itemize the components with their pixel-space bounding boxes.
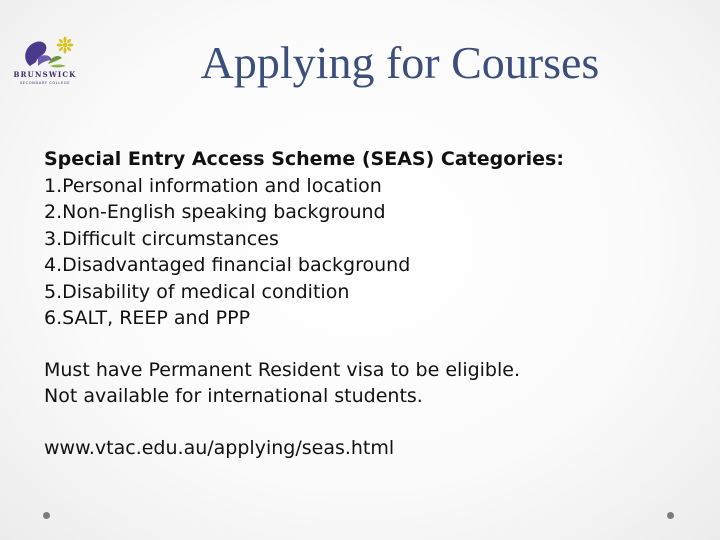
school-logo <box>8 36 82 94</box>
seas-heading: Special Entry Access Scheme (SEAS) Categories: <box>44 148 564 170</box>
category-item-5: 5.Disability of medical condition <box>44 280 350 303</box>
spacer <box>44 332 684 357</box>
logo-emblem-icon <box>8 36 82 70</box>
spacer <box>44 410 684 435</box>
category-item-3: 3.Difficult circumstances <box>44 227 279 250</box>
slide-body <box>44 146 684 461</box>
international-note: Not available for international students. <box>44 385 423 407</box>
slide-title: Applying for Courses <box>200 37 600 88</box>
corner-dot-right-icon <box>667 512 674 519</box>
corner-dot-left-icon <box>43 512 50 519</box>
logo-school-subtitle: SECONDARY COLLEGE <box>19 81 71 85</box>
category-item-4: 4.Disadvantaged financial background <box>44 254 411 276</box>
logo-school-name: BRUNSWICK <box>13 70 77 79</box>
eligibility-note: Must have Permanent Resident visa to be eligible. <box>44 358 521 381</box>
category-item-1: 1.Personal information and location <box>44 174 382 197</box>
category-item-2: 2.Non-English speaking background <box>44 201 386 223</box>
category-item-6: 6.SALT, REEP and PPP <box>44 307 251 329</box>
seas-link[interactable]: www.vtac.edu.au/applying/seas.html <box>44 436 395 459</box>
